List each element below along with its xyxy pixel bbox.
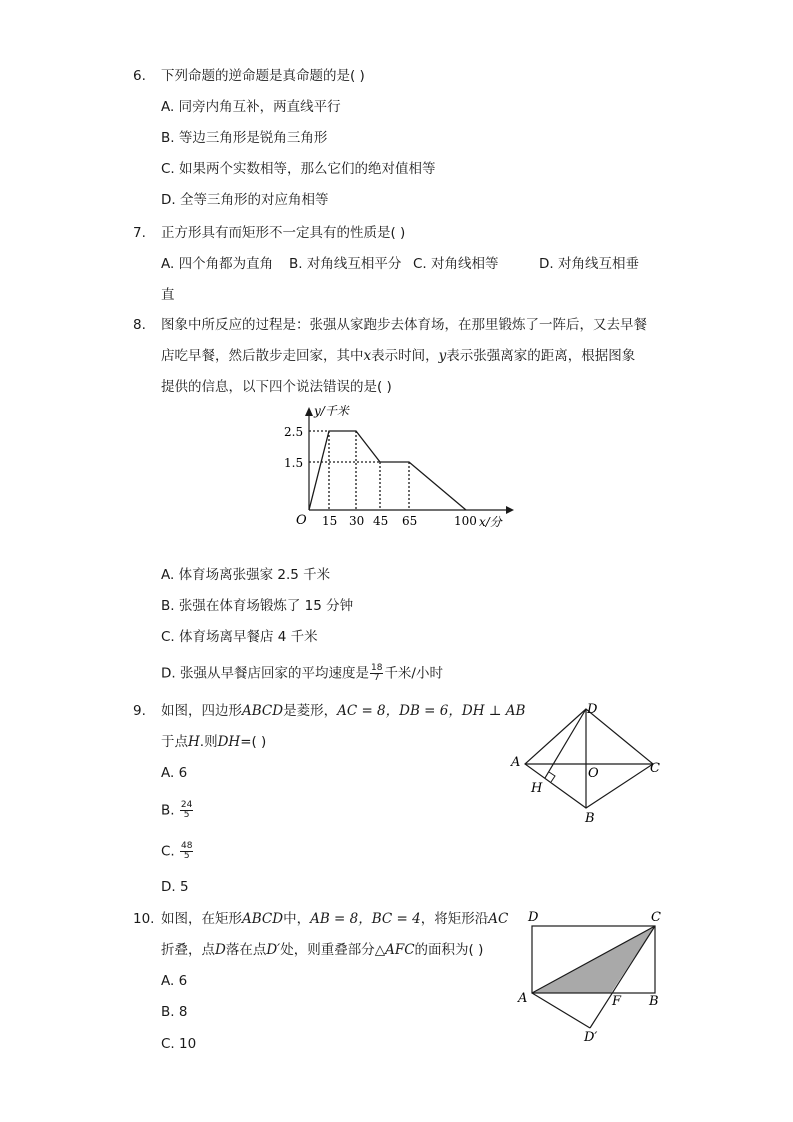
x-tick-65: 65 [402, 514, 418, 528]
q9-rhombus-figure [505, 698, 675, 828]
x-axis-label: x/分 [479, 515, 502, 529]
text-run: 是菱形， [283, 703, 338, 719]
q8-option-d[interactable] [161, 664, 443, 683]
q7-option-b[interactable] [289, 255, 401, 273]
x-tick-100: 100 [454, 514, 477, 528]
math-run: △AFC [374, 942, 415, 958]
rhombus-abcd [525, 709, 653, 808]
numerator: 24 [180, 800, 193, 810]
label-b: B [585, 811, 595, 826]
option-label: C. [161, 843, 175, 860]
option-text: 如果两个实数相等，那么它们的绝对值相等 [179, 161, 436, 177]
option-label: D. [161, 192, 176, 208]
label-a: A [518, 991, 528, 1006]
q7-option-a[interactable] [161, 255, 273, 273]
text-run: 折叠，点 [161, 942, 215, 958]
label-c: C [650, 761, 660, 776]
label-d: D [587, 702, 598, 717]
option-label: B. [161, 130, 175, 146]
q8-number: 8. [133, 317, 146, 333]
fraction [180, 801, 193, 820]
text-run: .则 [199, 734, 218, 750]
text-run: 表示时间， [371, 348, 439, 364]
option-label: B. [161, 802, 175, 819]
label-b: B [649, 994, 659, 1009]
math-run: ABCD [242, 911, 284, 927]
label-h: H [531, 781, 543, 796]
q9-option-d[interactable] [161, 878, 189, 896]
option-text: 5 [179, 879, 189, 895]
text-run: 的面积为( ) [414, 942, 484, 958]
label-o: O [588, 766, 599, 781]
option-text: 8 [178, 1004, 188, 1020]
option-text: 对角线相等 [431, 256, 499, 272]
q8-option-b[interactable] [161, 597, 353, 615]
q6-number: 6. [133, 68, 146, 84]
q8-stem-line1: 图象中所反应的过程是：张强从家跑步去体育场，在那里锻炼了一阵后，又去早餐 [161, 317, 647, 333]
q7-stem: 正方形具有而矩形不一定具有的性质是( ) [161, 225, 406, 241]
option-text: 张强从早餐店回家的平均速度是 [179, 665, 369, 682]
q7-option-d[interactable] [539, 255, 639, 273]
math-run: D′ [266, 942, 281, 958]
text-run: 如图，在矩形 [161, 911, 242, 927]
option-label: D. [539, 256, 554, 272]
q6-option-d[interactable] [161, 191, 328, 209]
option-text: 6 [178, 765, 188, 781]
fraction [370, 664, 383, 683]
q9-option-a[interactable] [161, 764, 187, 782]
q9-option-c[interactable] [161, 842, 194, 861]
q8-distance-time-graph [280, 400, 520, 535]
segment-dh [545, 709, 586, 778]
option-text: 张强在体育场锻炼了 15 分钟 [178, 598, 354, 614]
q10-option-c[interactable] [161, 1035, 196, 1053]
text-run: =( ) [240, 734, 267, 750]
option-label: B. [289, 256, 303, 272]
option-text: 对角线互相平分 [306, 256, 402, 272]
q7-option-c[interactable] [413, 255, 499, 273]
denominator: 5 [183, 810, 190, 820]
segment-ad-prime [532, 993, 590, 1028]
label-c: C [651, 910, 661, 925]
y-axis-label: y/千米 [314, 404, 349, 418]
x-tick-45: 45 [373, 514, 389, 528]
option-label: B. [161, 598, 175, 614]
q8-stem-line3: 提供的信息，以下四个说法错误的是( ) [161, 379, 392, 395]
q6-option-b[interactable] [161, 129, 327, 147]
option-label: C. [161, 161, 175, 177]
text-run: 店吃早餐，然后散步走回家，其中 [161, 348, 364, 364]
option-label: C. [161, 629, 175, 645]
label-a: A [511, 755, 521, 770]
text-run: 于点 [161, 734, 188, 750]
option-label: A. [161, 973, 175, 989]
option-label: C. [413, 256, 427, 272]
denominator: 7 [373, 673, 380, 683]
y-axis-arrow [305, 407, 313, 416]
q8-option-a[interactable] [161, 566, 330, 584]
option-label: D. [161, 665, 176, 682]
text-run: 中， [283, 911, 311, 927]
q7-number: 7. [133, 225, 146, 241]
math-run: H [188, 734, 200, 750]
text-run: ，将矩形沿 [420, 911, 489, 927]
option-text: 同旁内角互补，两直线平行 [178, 99, 341, 115]
text-run: 表示张强离家的距离，根据图象 [446, 348, 636, 364]
text-run: 落在点 [225, 942, 267, 958]
math-run: AC = 8，DB = 6，DH ⊥ AB [337, 703, 526, 719]
label-d-prime: D′ [584, 1030, 598, 1045]
option-label: A. [161, 567, 175, 583]
math-run: AC [488, 911, 509, 927]
option-label: A. [161, 99, 175, 115]
q10-number: 10. [133, 911, 155, 927]
q10-stem-line2 [161, 941, 483, 959]
fraction [180, 842, 193, 861]
option-text: 四个角都为直角 [178, 256, 274, 272]
option-text: 10 [179, 1036, 197, 1052]
option-text: 等边三角形是锐角三角形 [178, 130, 328, 146]
q10-stem-line1 [161, 910, 508, 928]
option-text: 体育场离张强家 2.5 千米 [178, 567, 331, 583]
q6-stem: 下列命题的逆命题是真命题的是( ) [161, 68, 365, 84]
numerator: 18 [370, 663, 383, 673]
option-label: B. [161, 1004, 175, 1020]
q10-option-b[interactable] [161, 1003, 187, 1021]
math-run: D [215, 942, 226, 958]
text-run: 如图，四边形 [161, 703, 242, 719]
option-text: 对角线互相垂 [557, 256, 639, 272]
q6-option-a[interactable] [161, 98, 341, 116]
label-f: F [612, 994, 622, 1009]
q7-option-d-wrap: 直 [161, 287, 175, 303]
x-tick-30: 30 [349, 514, 365, 528]
option-text: 千米/小时 [384, 665, 443, 682]
q9-option-b[interactable] [161, 801, 194, 820]
option-text: 体育场离早餐店 4 千米 [179, 629, 318, 645]
q10-rectangle-figure [510, 905, 670, 1045]
q9-stem-line2 [161, 733, 266, 751]
option-label: D. [161, 879, 176, 895]
x-tick-15: 15 [322, 514, 338, 528]
numerator: 48 [181, 841, 193, 851]
q6-option-c[interactable] [161, 160, 436, 178]
q9-number: 9. [133, 703, 146, 719]
right-angle-mark [549, 772, 555, 782]
var-y: y [438, 348, 447, 364]
y-tick-2.5: 2.5 [284, 425, 304, 439]
denominator: 5 [183, 851, 190, 861]
origin-label: O [296, 513, 307, 528]
math-run: DH [217, 734, 241, 750]
math-run: AB = 8，BC = 4 [310, 911, 421, 927]
y-tick-1.5: 1.5 [284, 456, 304, 470]
math-run: ABCD [242, 703, 284, 719]
option-text: 全等三角形的对应角相等 [179, 192, 329, 208]
option-label: C. [161, 1036, 175, 1052]
q8-option-c[interactable] [161, 628, 318, 646]
graph-line [309, 431, 466, 510]
q9-stem-line1 [161, 702, 525, 720]
q8-stem-line2 [161, 347, 635, 365]
var-x: x [363, 348, 372, 364]
label-d: D [528, 910, 539, 925]
text-run: 处，则重叠部分 [280, 942, 375, 958]
option-label: A. [161, 256, 175, 272]
option-text: 6 [178, 973, 188, 989]
x-axis-arrow [506, 506, 514, 514]
option-label: A. [161, 765, 175, 781]
q10-option-a[interactable] [161, 972, 187, 990]
